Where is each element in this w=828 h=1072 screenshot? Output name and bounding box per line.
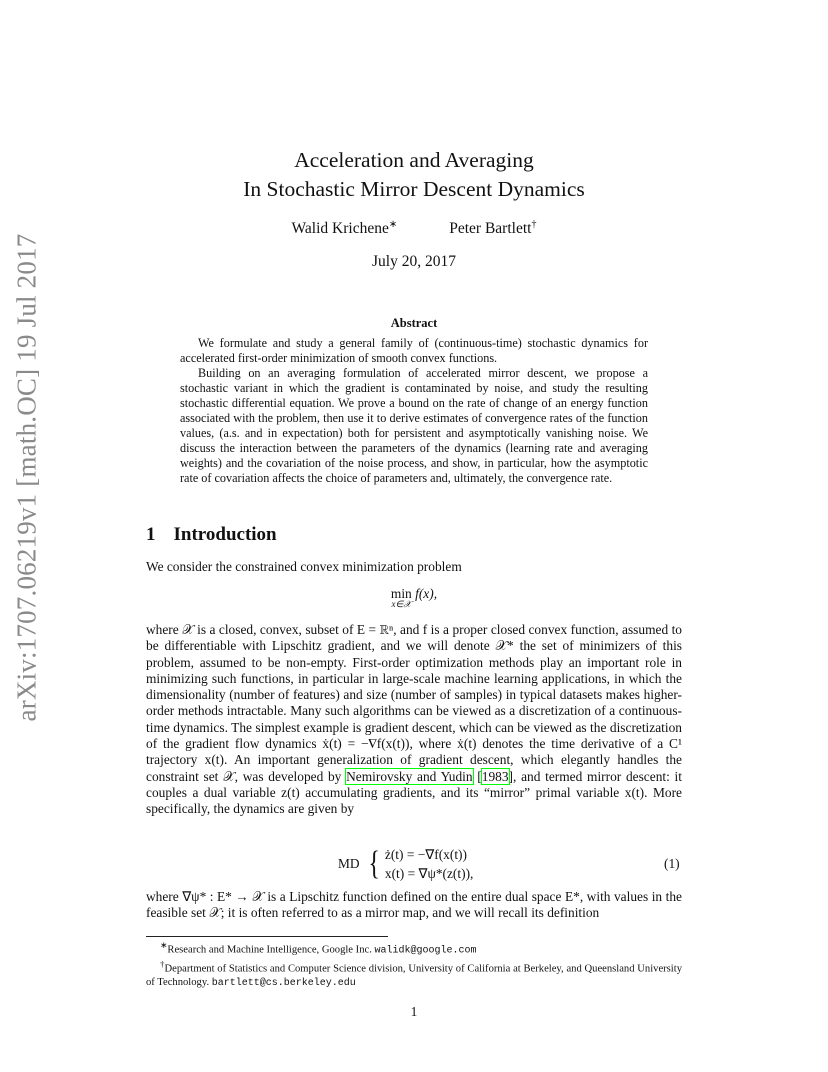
section-number: 1 <box>146 524 156 545</box>
equation-mirror-descent <box>338 845 473 883</box>
paper-date: July 20, 2017 <box>372 253 456 270</box>
equation-line-1: ż(t) = −∇f(x(t)) <box>384 847 467 862</box>
footnote-2: †Department of Statistics and Computer Science division, University of California at Berkeley, and Queensland University of Technology. bartlett@cs.berkeley.edu <box>146 959 682 990</box>
abstract-body <box>180 336 648 486</box>
footnote-1: ∗Research and Machine Intelligence, Google Inc. walidk@google.com <box>160 940 477 957</box>
citation-link-author[interactable]: Nemirovsky and Yudin <box>346 768 473 784</box>
author-2: Peter Bartlett† <box>449 219 537 238</box>
author-2-footnote-mark: † <box>531 219 537 230</box>
left-brace: { <box>368 845 380 882</box>
footnotes <box>146 939 682 991</box>
min-subscript: x∈𝒳 <box>391 599 412 609</box>
footnote-divider <box>146 936 388 937</box>
min-expression: f(x), <box>415 586 438 601</box>
arxiv-identifier: arXiv:1707.06219v1 [math.OC] 19 Jul 2017 <box>11 233 42 721</box>
section-title: Introduction <box>173 524 277 545</box>
abstract-paragraph-1: We formulate and study a general family of (continuous-time) stochastic dynamics for accelerated first-order minimization of smooth convex functions. <box>180 336 648 365</box>
equation-minimization <box>0 586 828 610</box>
page-number: 1 <box>410 1004 418 1019</box>
section-heading <box>146 524 277 546</box>
arxiv-stamp <box>2 233 52 721</box>
title-line-2: In Stochastic Mirror Descent Dynamics <box>243 177 585 201</box>
abstract-paragraph-2: Building on an averaging formulation of accelerated mirror descent, we propose a stochastic variant in which the gradient is contaminated by noise, and study the resulting stochastic differential equation. We prove a bound on the rate of change of an energy function associated with the problem, then use it to derive estimates of convergence rates of the function values, (a.s. and in expectation) both for persistent and asymptotically vanishing noise. We discuss the interaction between the parameters of the dynamics (learning rate and averaging weights) and the covariation of the noise process, and show, in particular, how the asymptotic rate of covariation affects the choice of parameters and, ultimately, the convergence rate. <box>180 366 648 485</box>
author-1: Walid Krichene∗ <box>291 219 398 238</box>
title-line-1: Acceleration and Averaging <box>294 148 534 172</box>
footnote-2-email: bartlett@cs.berkeley.edu <box>211 978 356 990</box>
equation-label: MD <box>338 856 360 871</box>
abstract-heading: Abstract <box>390 316 438 330</box>
equation-number: (1) <box>664 856 680 871</box>
citation-link-year[interactable]: 1983 <box>481 768 509 784</box>
footnote-1-email: walidk@google.com <box>374 945 477 957</box>
equation-line-2: x(t) = ∇ψ*(z(t)), <box>384 866 474 881</box>
author-1-footnote-mark: ∗ <box>388 219 398 230</box>
body-paragraph-continued: where ∇ψ* : E* → 𝒳 is a Lipschitz function defined on the entire dual space E*, with values in the feasible set 𝒳; it is often referred to as a mirror map, and we will recall its definition <box>146 889 682 921</box>
author-list <box>0 219 828 238</box>
body-paragraph: where 𝒳 is a closed, convex, subset of E = ℝⁿ, and f is a proper closed convex function, assumed to be differentiable with Lipschitz gradient, and we will denote 𝒳* the set of minimizers of this problem, assumed to be non-empty. First-order optimization methods play an important role in minimizing such functions, in particular in large-scale machine learning applications, in which the dimensionality (number of features) and size (number of samples) in typical datasets makes higher-order methods intractable. Many such algorithms can be viewed as a discretization of a continuous-time dynamics. The simplest example is gradient descent, which can be viewed as the discretization of the gradient flow dynamics ẋ(t) = −∇f(x(t)), where ẋ(t) denotes the time derivative of a C¹ trajectory x(t). An important generalization of gradient descent, which elegantly handles the constraint set 𝒳, was developed by Nemirovsky and Yudin [1983], and termed mirror descent: it couples a dual variable z(t) accumulating gradients, and its “mirror” primal variable x(t). More specifically, the dynamics are given by <box>146 622 682 817</box>
min-operator: min x∈𝒳 <box>390 586 412 609</box>
intro-sentence: We consider the constrained convex minimization problem <box>146 559 462 574</box>
paper-title <box>0 146 828 204</box>
